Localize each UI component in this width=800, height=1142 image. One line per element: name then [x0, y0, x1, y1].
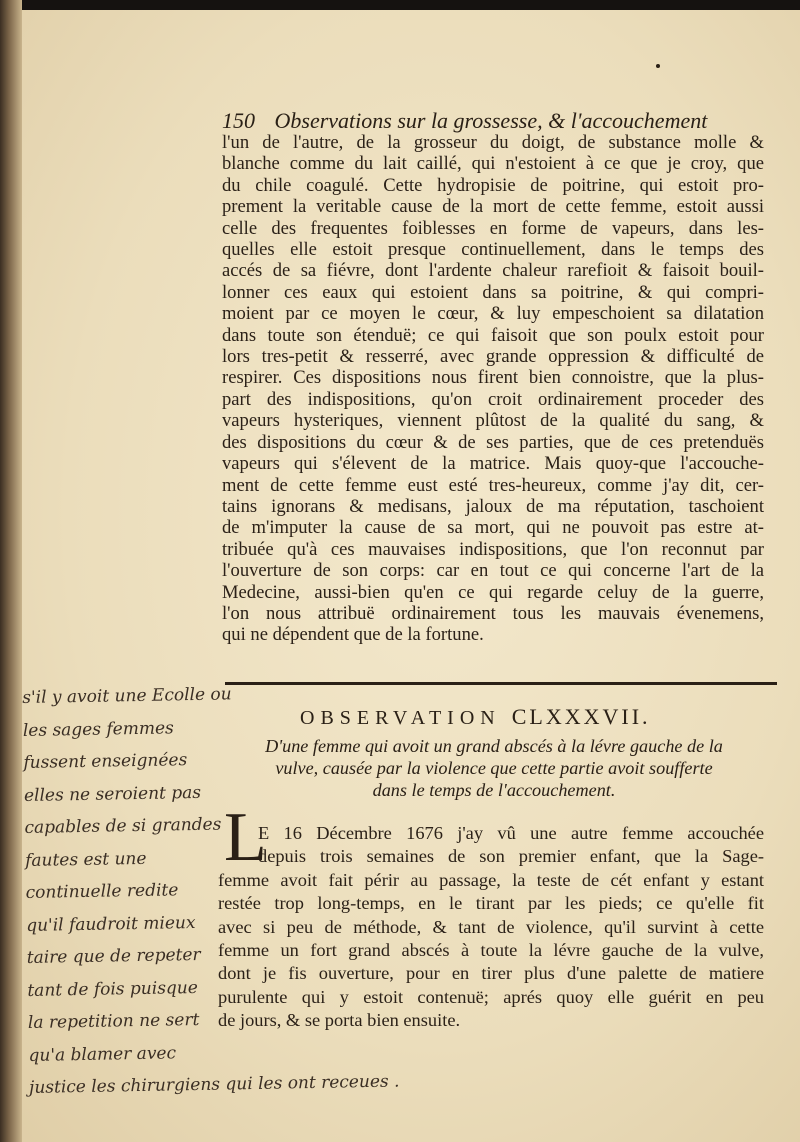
body-paragraph — [222, 132, 764, 646]
subtitle-line: vulve, causée par la violence que cette partie avoit soufferte — [275, 758, 713, 778]
subtitle-line: dans le temps de l'accouchement. — [372, 780, 616, 800]
observation-line: restée trop long-temps, en le tirant par les pieds; ce qu'elle fit — [218, 893, 764, 914]
body-line: du chile coagulé. Cette hydropisie de poitrine, qui estoit pro- — [222, 174, 764, 196]
body-line: tains ignorans & medisans, jaloux de ma réputation, taschoient — [222, 495, 764, 517]
marginalia-line: les sages femmes — [22, 717, 174, 741]
observation-line: avec si peu de méthode, & tant de violence, qu'il survint à cette — [218, 916, 764, 937]
body-line: vapeurs hysteriques, viennent plûtost de la qualité du sang, & — [222, 410, 764, 432]
body-line: blanche comme du lait caillé, qui n'estoient à ce que je croy, que — [222, 153, 764, 175]
body-line: accés de sa fiévre, dont l'ardente chaleur rarefioit & faisoit bouil- — [222, 260, 764, 282]
body-line: Medecine, aussi-bien qu'en ce qui regarde celuy de la guerre, — [222, 581, 764, 603]
body-line: l'on nous attribuë ordinairement tous les mauvais évenemens, — [222, 602, 764, 624]
marginalia-line: elles ne seroient pas — [23, 782, 202, 806]
observation-subtitle — [224, 735, 764, 801]
marginalia-line: justice les chirurgiens qui les ont receues . — [28, 1071, 400, 1098]
body-line: respirer. Ces dispositions nous firent bien connoistre, que la plus- — [222, 367, 764, 389]
body-line: des dispositions du cœur & de ses parties, que de ces pretenduës — [222, 431, 764, 453]
marginalia-line: fussent enseignées — [23, 750, 188, 773]
page-top-edge — [0, 0, 800, 10]
observation-line: E 16 Décembre 1676 j'ay vû une autre femme accouchée — [258, 823, 764, 843]
body-line: moient par ce moyen le cœur, & luy empeschoient sa dilatation — [222, 303, 764, 325]
body-line: ment de cette femme eust esté tres-heureux, comme j'ay dit, cer- — [222, 474, 764, 496]
body-line: celle des frequentes foiblesses en forme de vapeurs, dans les- — [222, 217, 764, 239]
observation-text — [218, 822, 764, 1033]
body-line: part des indispositions, qu'on croit ordinairement proceder des — [222, 388, 764, 410]
subtitle-line: D'une femme qui avoit un grand abscés à la lévre gauche de la — [265, 736, 723, 756]
observation-line: femme avoit fait périr au passage, la teste de cét enfant y estant — [218, 869, 764, 890]
body-line: lonner ces eaux qui estoient dans sa poitrine, & qui compri- — [222, 281, 764, 303]
running-title: Observations sur la grossesse, & l'accouchement — [274, 108, 708, 133]
body-line: tribuée qu'à ces mauvaises indispositions, que l'on reconnut par — [222, 538, 764, 560]
observation-line: dont je fis ouverture, pour en tirer plus d'une palette de matiere — [218, 963, 764, 984]
body-line: quelles elle estoit presque continuellement, dans le temps des — [222, 239, 764, 261]
observation-line: femme un fort grand abscés à toute la lévre gauche de la vulve, — [218, 940, 764, 961]
marginalia-line: continuelle redite — [25, 880, 179, 903]
book-binding — [0, 0, 22, 1142]
marginalia-line: capables de si grandes — [24, 814, 222, 838]
page-number: 150 — [222, 108, 255, 133]
marginalia-line: taire que de repeter — [26, 944, 201, 968]
body-line: lors tres-petit & resserré, avec grande oppression & difficulté de — [222, 346, 764, 368]
observation-label: OBSERVATION — [300, 707, 501, 729]
observation-line: depuis trois semaines de son premier enfant, que la Sage- — [258, 846, 764, 867]
body-line: vapeurs qui s'élevent de la matrice. Mais quoy-que l'accouche- — [222, 453, 764, 475]
ink-speck — [656, 64, 660, 68]
observation-heading — [300, 704, 720, 730]
body-line: dans toute son étenduë; ce qui faisoit que son poulx estoit pour — [222, 324, 764, 346]
marginalia-line: tant de fois puisque — [27, 977, 199, 1001]
marginalia-line: fautes est une — [24, 848, 147, 871]
marginalia-line: qu'il faudroit mieux — [26, 912, 196, 936]
marginalia-line: qu'a blamer avec — [28, 1042, 177, 1066]
body-line: l'un de l'autre, de la grosseur du doigt, de substance molle & — [222, 132, 764, 153]
section-divider — [225, 682, 777, 685]
observation-number: CLXXXVII. — [511, 704, 651, 729]
observation-line: purulente qui y estoit contenuë; aprés quoy elle guérit en peu — [218, 986, 764, 1007]
body-line: de m'imputer la cause de sa mort, qui ne pouvoit pas estre at- — [222, 517, 764, 539]
body-line: prement la veritable cause de la mort de cette femme, estoit aussi — [222, 196, 764, 218]
marginalia-line: s'il y avoit une Ecolle ou — [22, 684, 232, 708]
body-line: l'ouverture de son corps: car en tout ce qui concerne l'art de la — [222, 560, 764, 582]
body-line: qui ne dépendent que de la fortune. — [222, 624, 484, 646]
marginalia-line: la repetition ne sert — [27, 1009, 200, 1033]
drop-cap: L — [224, 799, 267, 876]
observation-line: de jours, & se porta bien ensuite. — [218, 1010, 461, 1031]
